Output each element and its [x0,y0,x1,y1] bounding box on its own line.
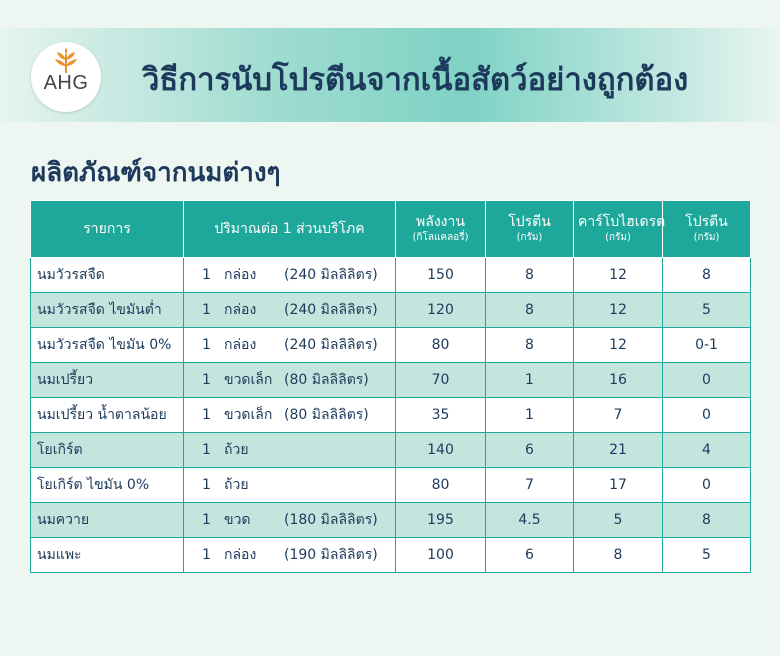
cell-energy: 80 [396,328,486,363]
cell-carb: 12 [574,293,663,328]
table-row [31,328,751,363]
serving-unit: กล่อง [224,547,257,563]
cell-serving [184,328,396,363]
serving-volume: (240 มิลลิลิตร) [284,267,378,283]
cell-protein: 1 [486,363,574,398]
cell-item: นมวัวรสจืด ไขมัน 0% [31,328,184,363]
cell-protein: 8 [486,328,574,363]
serving-unit: ขวดเล็ก [224,407,273,423]
cell-carb: 8 [574,538,663,573]
header-serving: ปริมาณต่อ 1 ส่วนบริโภค [184,201,396,258]
cell-carb: 12 [574,328,663,363]
cell-protein: 1 [486,398,574,433]
cell-serving [184,538,396,573]
serving-unit: ถ้วย [224,442,249,458]
cell-energy: 100 [396,538,486,573]
serving-unit: กล่อง [224,267,257,283]
serving-qty: 1 [202,477,211,493]
table-row [31,293,751,328]
serving-qty: 1 [202,407,211,423]
table-row [31,433,751,468]
table-header-row [31,201,751,258]
cell-energy: 70 [396,363,486,398]
cell-protein-2: 8 [663,503,751,538]
header-carb: คาร์โบไฮเดรต (กรัม) [574,201,663,258]
header-protein-2: โปรตีน (กรัม) [663,201,751,258]
nutrition-table [30,200,751,573]
cell-protein-2: 8 [663,258,751,293]
page-title: วิธีการนับโปรตีนจากเนื้อสัตว์อย่างถูกต้อง [142,62,689,98]
cell-energy: 150 [396,258,486,293]
cell-energy: 120 [396,293,486,328]
cell-serving [184,293,396,328]
cell-protein: 7 [486,468,574,503]
cell-protein-2: 5 [663,538,751,573]
cell-carb: 7 [574,398,663,433]
cell-protein: 8 [486,293,574,328]
cell-protein-2: 0 [663,398,751,433]
cell-protein: 6 [486,433,574,468]
cell-protein: 4.5 [486,503,574,538]
cell-protein-2: 5 [663,293,751,328]
serving-qty: 1 [202,337,211,353]
cell-energy: 140 [396,433,486,468]
serving-qty: 1 [202,302,211,318]
cell-energy: 195 [396,503,486,538]
cell-carb: 5 [574,503,663,538]
cell-serving [184,363,396,398]
header-protein: โปรตีน (กรัม) [486,201,574,258]
serving-unit: กล่อง [224,337,257,353]
cell-serving [184,468,396,503]
cell-protein-2: 4 [663,433,751,468]
cell-protein-2: 0 [663,363,751,398]
cell-carb: 12 [574,258,663,293]
serving-volume: (190 มิลลิลิตร) [284,547,378,563]
leaf-icon [54,48,78,74]
serving-qty: 1 [202,442,211,458]
cell-protein-2: 0-1 [663,328,751,363]
serving-volume: (240 มิลลิลิตร) [284,337,378,353]
table-row [31,398,751,433]
cell-serving [184,433,396,468]
cell-protein-2: 0 [663,468,751,503]
serving-volume: (240 มิลลิลิตร) [284,302,378,318]
cell-item: นมแพะ [31,538,184,573]
serving-unit: ขวดเล็ก [224,372,273,388]
cell-protein: 6 [486,538,574,573]
cell-item: นมวัวรสจืด [31,258,184,293]
header-item: รายการ [31,201,184,258]
cell-item: โยเกิร์ต [31,433,184,468]
cell-serving [184,258,396,293]
cell-serving [184,398,396,433]
table-row [31,468,751,503]
cell-carb: 17 [574,468,663,503]
cell-item: นมเปรี้ยว น้ำตาลน้อย [31,398,184,433]
cell-item: นมควาย [31,503,184,538]
serving-unit: กล่อง [224,302,257,318]
cell-energy: 35 [396,398,486,433]
ahg-logo [31,42,101,112]
serving-qty: 1 [202,547,211,563]
serving-qty: 1 [202,512,211,528]
table-row [31,538,751,573]
serving-qty: 1 [202,267,211,283]
table-body [31,258,751,573]
serving-qty: 1 [202,372,211,388]
logo-text: AHG [43,72,89,94]
cell-serving [184,503,396,538]
table-row [31,363,751,398]
cell-item: นมเปรี้ยว [31,363,184,398]
serving-unit: ขวด [224,512,251,528]
serving-unit: ถ้วย [224,477,249,493]
table-row [31,503,751,538]
table-row [31,258,751,293]
cell-carb: 21 [574,433,663,468]
cell-protein: 8 [486,258,574,293]
header-energy: พลังงาน (กิโลแคลอรี่) [396,201,486,258]
cell-carb: 16 [574,363,663,398]
cell-item: โยเกิร์ต ไขมัน 0% [31,468,184,503]
cell-energy: 80 [396,468,486,503]
section-subtitle: ผลิตภัณฑ์จากนมต่างๆ [31,158,281,188]
serving-volume: (180 มิลลิลิตร) [284,512,378,528]
serving-volume: (80 มิลลิลิตร) [284,407,369,423]
serving-volume: (80 มิลลิลิตร) [284,372,369,388]
cell-item: นมวัวรสจืด ไขมันต่ำ [31,293,184,328]
